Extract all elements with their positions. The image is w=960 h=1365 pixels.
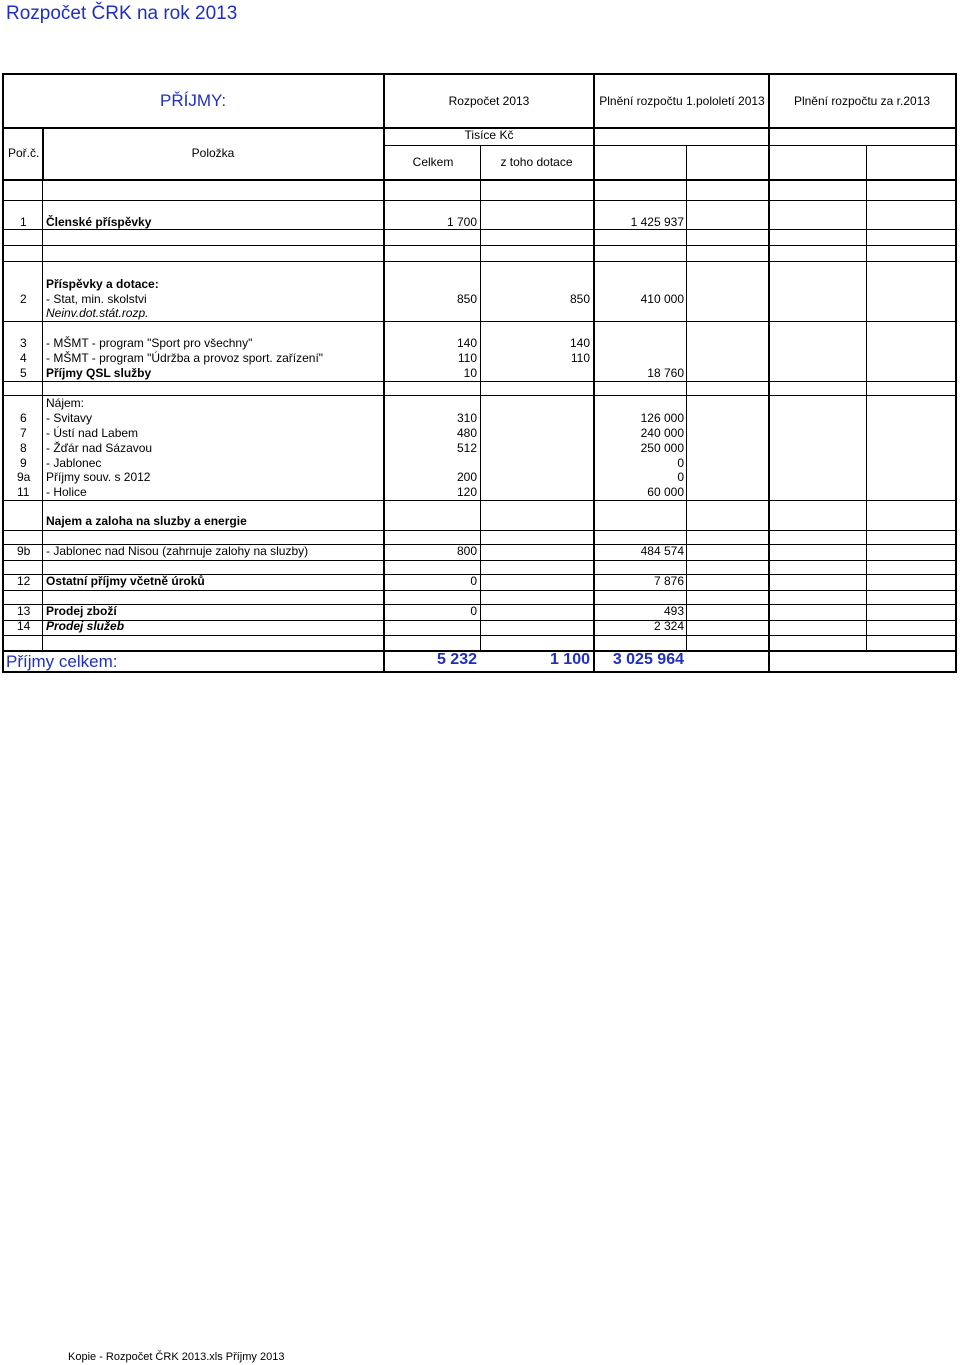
row-celkem: 512 [456, 441, 477, 455]
col-plneni-rok-header: Plnění rozpočtu za r.2013 [793, 94, 931, 108]
grid-line [768, 75, 770, 673]
row-label: Nájem: [46, 396, 85, 410]
row-celkem: 140 [456, 336, 477, 350]
grid-line [2, 604, 957, 605]
col-celkem-header: Celkem [412, 155, 454, 169]
grid-line [2, 261, 957, 262]
row-plneni: 2 324 [653, 619, 684, 633]
total-celkem: 5 232 [436, 651, 477, 668]
row-label: - Ústí nad Labem [46, 426, 139, 440]
grid-line [2, 395, 957, 396]
row-number: 14 [17, 619, 31, 633]
row-label: Prodej služeb [46, 619, 125, 633]
prijmy-heading: PŘÍJMY: [160, 91, 227, 110]
row-label: - Jablonec [46, 456, 102, 470]
page-footer: Kopie - Rozpočet ČRK 2013.xls Příjmy 2013 [68, 1351, 285, 1363]
row-celkem: 200 [456, 470, 477, 484]
row-number: 5 [20, 366, 27, 380]
row-label: Příspěvky a dotace: [46, 277, 159, 291]
tisice-kc-label: Tisíce Kč [464, 128, 514, 142]
row-label: - Svitavy [46, 411, 93, 425]
row-plneni: 493 [663, 604, 684, 618]
grid-line [686, 145, 687, 652]
row-number: 3 [20, 336, 27, 350]
row-label: Příjmy souv. s 2012 [46, 470, 151, 484]
grid-line [2, 500, 957, 501]
row-celkem: 120 [456, 485, 477, 499]
row-number: 9 [20, 456, 27, 470]
row-dotace: 110 [570, 351, 590, 365]
total-plneni: 3 025 964 [612, 651, 684, 668]
grid-line [593, 145, 957, 146]
row-plneni: 484 574 [640, 544, 684, 558]
row-plneni: 250 000 [640, 441, 684, 455]
grid-line [2, 245, 957, 246]
row-celkem: 850 [456, 292, 477, 306]
grid-line [866, 145, 867, 652]
row-celkem: 0 [470, 604, 477, 618]
row-celkem: 1 700 [446, 215, 477, 229]
row-label: Členské příspěvky [46, 215, 152, 229]
grid-line [2, 229, 957, 230]
row-celkem: 310 [456, 411, 477, 425]
row-label: - Žďár nad Sázavou [46, 441, 153, 455]
row-plneni: 18 760 [647, 366, 684, 380]
row-number: 4 [20, 351, 27, 365]
page-title: Rozpočet ČRK na rok 2013 [6, 3, 238, 24]
row-label: Prodej zboží [46, 604, 117, 618]
grid-line [2, 200, 957, 201]
row-number: 2 [20, 292, 27, 306]
row-label: Ostatní příjmy včetně úroků [46, 574, 205, 588]
row-label: - Stat, min. skolstvi [46, 292, 147, 306]
row-plneni: 1 425 937 [630, 215, 684, 229]
row-label: - Holice [46, 485, 87, 499]
row-number: 9b [17, 544, 31, 558]
grid-line [2, 635, 957, 636]
col-rozpocet-header: Rozpočet 2013 [448, 94, 530, 108]
row-dotace: 140 [569, 336, 590, 350]
grid-line [2, 321, 957, 322]
grid-line [2, 560, 957, 561]
row-plneni: 0 [677, 470, 684, 484]
row-number: 13 [17, 604, 31, 618]
row-number: 8 [20, 441, 27, 455]
row-number: 7 [20, 426, 27, 440]
row-number: 12 [17, 574, 31, 588]
grid-line [42, 180, 43, 652]
col-polozka-header: Položka [191, 146, 235, 160]
row-plneni: 7 876 [653, 574, 684, 588]
row-plneni: 240 000 [640, 426, 684, 440]
row-number: 6 [20, 411, 27, 425]
col-plneni-pololeti-header: Plnění rozpočtu 1.pololetí 2013 [599, 94, 765, 108]
row-label: - Jablonec nad Nisou (zahrnuje zalohy na sluzby) [46, 544, 309, 558]
row-label: Neinv.dot.stát.rozp. [46, 306, 149, 320]
grid-line [2, 530, 957, 531]
row-plneni: 410 000 [640, 292, 684, 306]
row-label: Najem a zaloha na sluzby a energie [46, 514, 247, 528]
total-dotace: 1 100 [549, 651, 590, 668]
row-number: 1 [20, 215, 27, 229]
total-label: Příjmy celkem: [6, 652, 118, 671]
row-dotace: 850 [569, 292, 590, 306]
row-label: - MŠMT - program "Údržba a provoz sport. zařízení" [46, 351, 324, 365]
col-poradi-header: Poř.č. [8, 146, 40, 160]
grid-line [2, 620, 957, 621]
grid-line [2, 179, 957, 181]
row-celkem: 10 [463, 366, 477, 380]
row-label: - MŠMT - program "Sport pro všechny" [46, 336, 253, 350]
row-celkem: 0 [470, 574, 477, 588]
row-celkem: 110 [457, 351, 477, 365]
row-celkem: 480 [456, 426, 477, 440]
grid-line [480, 145, 481, 652]
grid-line [2, 381, 957, 382]
row-number: 11 [17, 485, 30, 499]
row-celkem: 800 [456, 544, 477, 558]
row-number: 9a [17, 470, 31, 484]
grid-line [2, 590, 957, 591]
col-dotace-header: z toho dotace [500, 155, 573, 169]
row-label: Příjmy QSL služby [46, 366, 152, 380]
row-plneni: 60 000 [647, 485, 684, 499]
grid-line [384, 145, 593, 146]
row-plneni: 126 000 [640, 411, 684, 425]
row-plneni: 0 [677, 456, 684, 470]
grid-line [2, 650, 957, 652]
